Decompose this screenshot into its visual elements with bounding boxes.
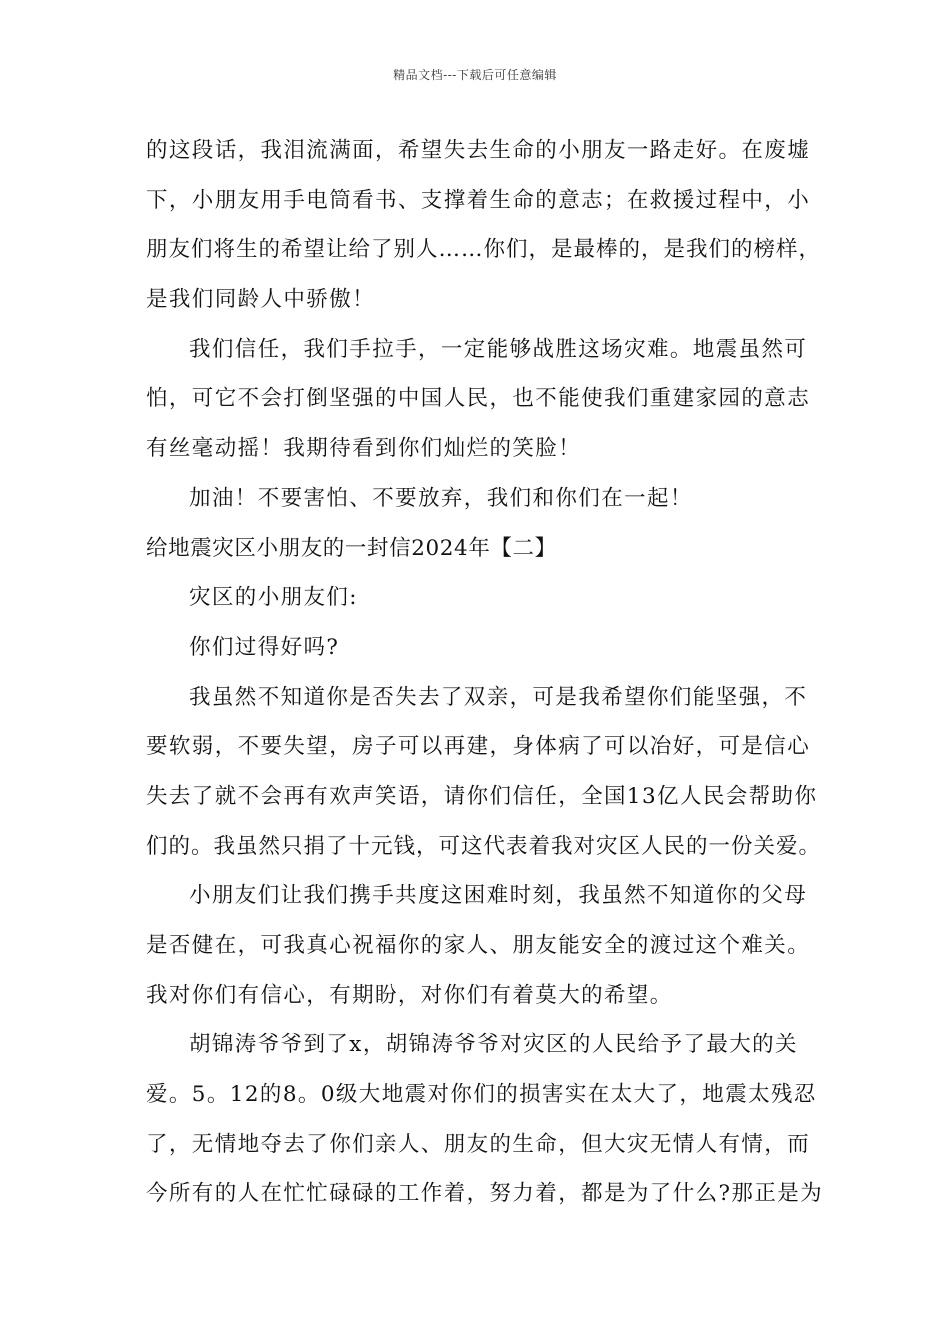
text-line: 朋友们将生的希望让给了别人……你们，是最棒的，是我们的榜样， (146, 237, 822, 263)
text-line: 失去了就不会再有欢声笑语，请你们信任，全国13亿人民会帮助你 (146, 783, 818, 809)
text-line: 是否健在，可我真心祝福你的家人、朋友能安全的渡过这个难关。 (146, 933, 811, 958)
text-line: 有丝毫动摇！我期待看到你们灿烂的笑脸！ (146, 436, 582, 462)
text-line: 小朋友们让我们携手共度这困难时刻，我虽然不知道你的父母 (189, 883, 808, 909)
text-line: 我对你们有信心，有期盼，对你们有着莫大的希望。 (146, 982, 673, 1008)
text-line: 们的。我虽然只捐了十元钱，可这代表着我对灾区人民的一份关爱。 (146, 833, 822, 859)
text-line: 我虽然不知道你是否失去了双亲，可是我希望你们能坚强，不 (189, 684, 808, 710)
page-header: 精品文档---下载后可任意编辑 (393, 68, 557, 82)
text-line: 加油！不要害怕、不要放弃，我们和你们在一起！ (189, 485, 693, 511)
text-line: 你们过得好吗? (189, 634, 340, 660)
text-line: 是我们同龄人中骄傲！ (146, 287, 376, 313)
document-body (146, 126, 826, 1219)
text-line: 要软弱，不要失望，房子可以再建，身体病了可以冶好，可是信心 (146, 734, 811, 760)
text-line: 灾区的小朋友们: (189, 585, 358, 611)
text-line: 胡锦涛爷爷到了x，胡锦涛爷爷对灾区的人民给予了最大的关 (189, 1032, 798, 1058)
text-line: 下，小朋友用手电筒看书、支撑着生命的意志；在救援过程中，小 (146, 187, 811, 213)
text-line: 今所有的人在忙忙碌碌的工作着，努力着，都是为了什么?那正是为 (146, 1181, 824, 1207)
text-line: 怕，可它不会打倒坚强的中国人民，也不能使我们重建家园的意志 (146, 386, 811, 412)
text-line: 了，无情地夺去了你们亲人、朋友的生命，但大灾无情人有情，而 (146, 1131, 811, 1157)
text-line: 爱。5。12的8。0级大地震对你们的损害实在太大了，地震太残忍 (146, 1082, 817, 1108)
text-line: 的这段话，我泪流满面，希望失去生命的小朋友一路走好。在废墟 (146, 138, 811, 163)
text-line: 我们信任，我们手拉手，一定能够战胜这场灾难。地震虽然可 (189, 336, 808, 362)
section-heading: 给地震灾区小朋友的一封信2024年【二】 (146, 535, 557, 561)
